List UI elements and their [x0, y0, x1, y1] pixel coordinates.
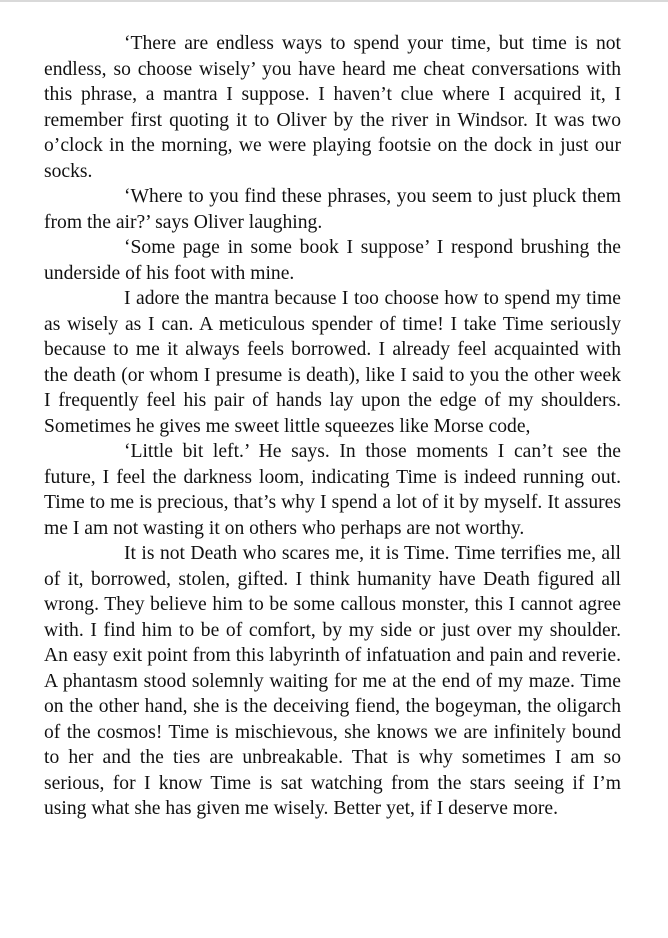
paragraph-5: ‘Little bit left.’ He says. In those moments I can’t see the future, I feel the darkness loom, indicating Time is indeed running out. Time to me is precious, that’s why I spend a lot of it by myself. It assures me I am not wasting it on others who perhaps are not worthy.	[44, 441, 621, 539]
paragraph-4: I adore the mantra because I too choose how to spend my time as wisely as I can. A meticulous spender of time! I take Time seriously because to me it always feels borrowed. I already feel acquainted with the death (or whom I presume is death), like I said to you the other week I frequently feel his pair of hands lay upon the edge of my shoulders. Sometimes he gives me sweet little squeezes like Morse code,	[44, 288, 621, 437]
paragraph-2: ‘Where to you find these phrases, you seem to just pluck them from the air?’ says Oliver laughing.	[44, 186, 621, 233]
document-body	[44, 31, 621, 822]
paragraph-3: ‘Some page in some book I suppose’ I respond brushing the underside of his foot with mine.	[44, 237, 621, 284]
paragraph-1: ‘There are endless ways to spend your time, but time is not endless, so choose wisely’ you have heard me cheat conversations with this phrase, a mantra I suppose. I haven’t clue where I acquired it, I remember first quoting it to Oliver by the river in Windsor. It was two o’clock in the morning, we were playing footsie on the dock in just our socks.	[44, 33, 621, 182]
top-divider	[0, 0, 668, 2]
paragraph-6: It is not Death who scares me, it is Time. Time terrifies me, all of it, borrowed, stolen, gifted. I think humanity have Death figured all wrong. They believe him to be some callous monster, this I cannot agree with. I find him to be of comfort, by my side or just over my shoulder. An easy exit point from this labyrinth of infatuation and pain and reverie. A phantasm stood solemnly waiting for me at the end of my maze. Time on the other hand, she is the deceiving fiend, the bogeyman, the oligarch of the cosmos! Time is mischievous, she knows we are infinitely bound to her and the ties are unbreakable. That is why sometimes I am so serious, for I know Time is sat watching from the stars seeing if I’m using what she has given me wisely. Better yet, if I deserve more.	[44, 543, 621, 819]
